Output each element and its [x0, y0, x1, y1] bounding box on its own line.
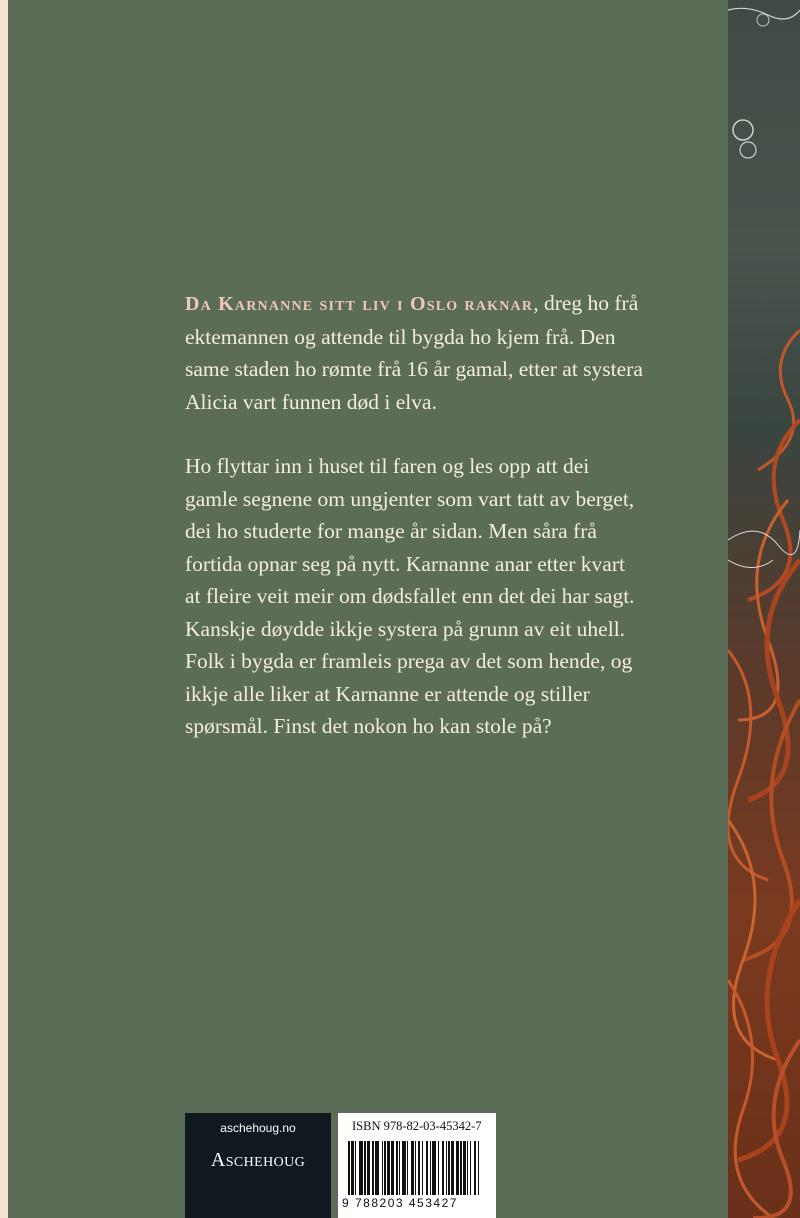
- publisher-box: [185, 1113, 331, 1218]
- blurb-lead: Da Karnanne sitt liv i Oslo raknar: [185, 293, 534, 315]
- cover-edge: [0, 0, 8, 1218]
- publisher-url: aschehoug.no: [220, 1121, 296, 1135]
- blurb-paragraph-2: Ho flyttar inn i huset til faren og les opp att dei gamle segnene om ungjenter som vart tatt av berget, dei ho studerte for mange år sidan. Men såra frå fortida opnar seg på nytt. Karnanne anar etter kvart at fleire veit meir om dødsfallet enn det dei har sagt. Kanskje døydde ikkje systera på grunn av eit uhell. Folk i bygda er framleis prega av det som hende, og ikkje alle liker at Karnanne er attende og stiller spørsmål. Finst det nokon ho kan stole på?: [185, 454, 635, 738]
- barcode-digits: 9 788203 453427: [342, 1196, 458, 1210]
- cover-artwork: [728, 0, 800, 1218]
- barcode-box: [338, 1113, 496, 1218]
- publisher-logo: Aschehoug: [210, 1149, 306, 1171]
- blurb-paragraph-1-text: , dreg ho frå ektemannen og attende til bygda ho kjem frå. Den same staden ho rømte frå 16 år gamal, etter at systera Alicia vart funnen død i elva.: [185, 291, 643, 414]
- barcode-icon: [346, 1141, 488, 1195]
- isbn-label: ISBN 978-82-03-45342-7: [352, 1119, 482, 1133]
- hair-water-illustration: [728, 0, 800, 1218]
- blurb-paragraph-1: [185, 287, 645, 418]
- back-cover-blurb: [185, 287, 645, 775]
